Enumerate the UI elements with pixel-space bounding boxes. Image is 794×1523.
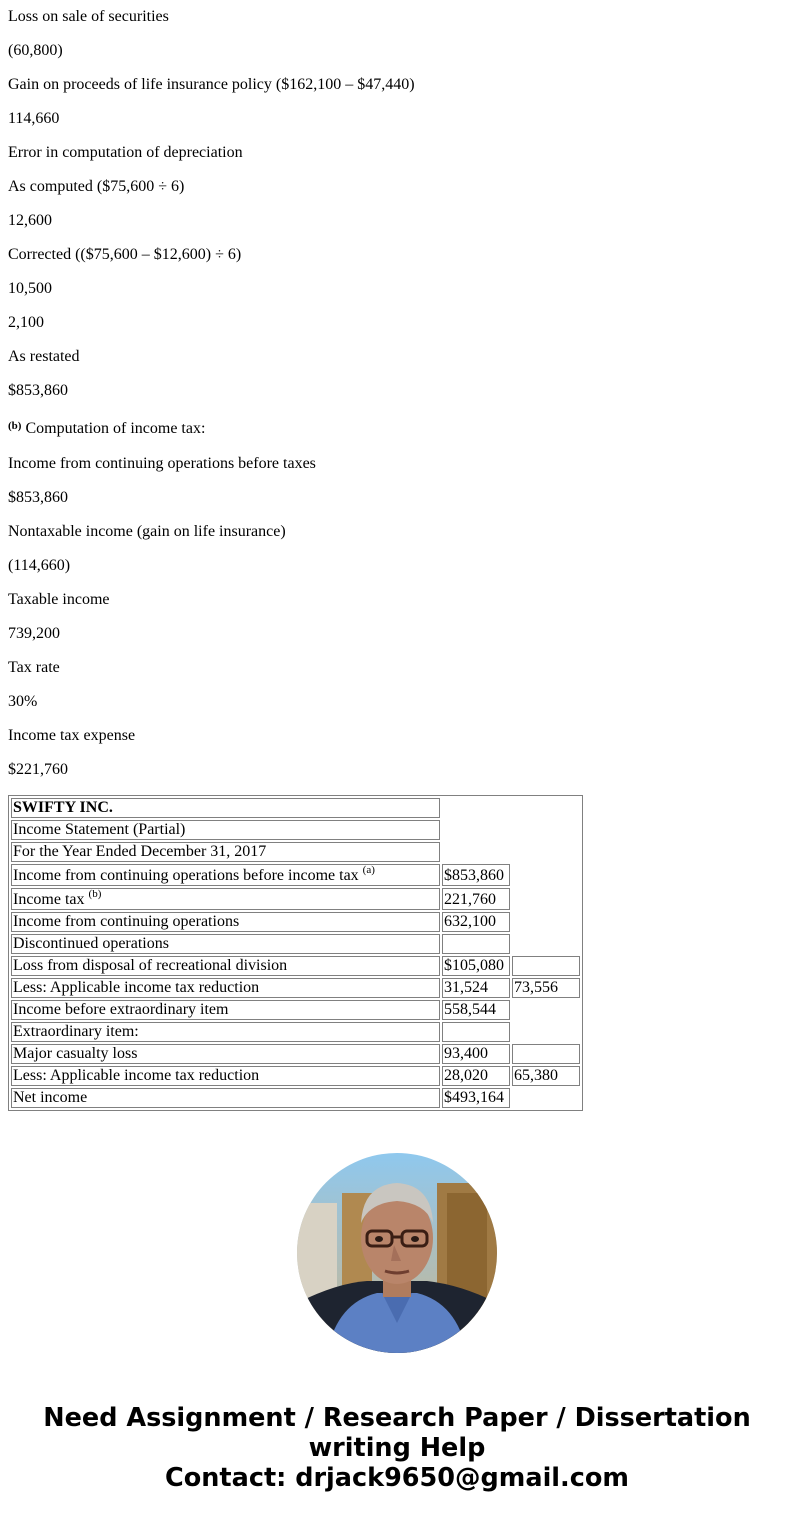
section-heading [8, 420, 205, 439]
text-line: As computed ($75,600 ÷ 6) [8, 178, 185, 195]
table-row [11, 956, 580, 976]
table-row [11, 978, 580, 998]
row-value [442, 934, 510, 954]
section-title: Computation of income tax: [25, 420, 206, 437]
table-row [11, 888, 580, 910]
footnote-marker: (b) [8, 420, 22, 432]
row-total [512, 1044, 580, 1064]
banner-line: Need Assignment / Research Paper / Dissertation [43, 1403, 751, 1433]
table-row [11, 934, 580, 954]
text-line: Taxable income [8, 591, 110, 608]
row-label: Net income [11, 1088, 440, 1108]
row-value: 93,400 [442, 1044, 510, 1064]
row-total [512, 956, 580, 976]
table-row [11, 1088, 580, 1108]
text-line: Error in computation of depreciation [8, 144, 243, 161]
text-line: 30% [8, 693, 38, 710]
row-value: 28,020 [442, 1066, 510, 1086]
text-line: 114,660 [8, 110, 60, 127]
row-label: Discontinued operations [11, 934, 440, 954]
row-label: Extraordinary item: [11, 1022, 440, 1042]
contact-banner [0, 1403, 794, 1493]
company-name: SWIFTY INC. [11, 798, 440, 818]
row-label: Less: Applicable income tax reduction [11, 978, 440, 998]
table-row [11, 1000, 580, 1020]
text-line: Nontaxable income (gain on life insurance) [8, 523, 286, 540]
text-line: (60,800) [8, 42, 63, 59]
row-value: 632,100 [442, 912, 510, 932]
table-row [11, 1022, 580, 1042]
row-label: Major casualty loss [11, 1044, 440, 1064]
income-statement-table [8, 795, 583, 1111]
row-label: Income from continuing operations [11, 912, 440, 932]
text-line: 2,100 [8, 314, 44, 331]
row-value [442, 1022, 510, 1042]
text-line: Income tax expense [8, 727, 136, 744]
table-row [11, 798, 580, 818]
table-row [11, 864, 580, 886]
author-photo [297, 1153, 497, 1353]
footnote-marker: (b) [88, 888, 102, 900]
row-total: 65,380 [512, 1066, 580, 1086]
text-line: Income from continuing operations before taxes [8, 455, 316, 472]
text-line: $221,760 [8, 761, 68, 778]
text-line: 12,600 [8, 212, 52, 229]
row-value: 558,544 [442, 1000, 510, 1020]
row-value: $105,080 [442, 956, 510, 976]
text-line: Loss on sale of securities [8, 8, 169, 25]
text-line: (114,660) [8, 557, 71, 574]
text-line: Tax rate [8, 659, 60, 676]
table-row [11, 842, 580, 862]
table-row [11, 912, 580, 932]
row-label: Loss from disposal of recreational division [11, 956, 440, 976]
row-label: Less: Applicable income tax reduction [11, 1066, 440, 1086]
text-line: $853,860 [8, 382, 68, 399]
text-line: 10,500 [8, 280, 52, 297]
statement-title: Income Statement (Partial) [11, 820, 440, 840]
table-row [11, 1044, 580, 1064]
row-value: 221,760 [442, 888, 510, 910]
row-value: $493,164 [442, 1088, 510, 1108]
contact-email: Contact: drjack9650@gmail.com [165, 1463, 629, 1493]
text-line: Corrected (($75,600 – $12,600) ÷ 6) [8, 246, 242, 263]
statement-period: For the Year Ended December 31, 2017 [11, 842, 440, 862]
row-label: Income before extraordinary item [11, 1000, 440, 1020]
row-label: Income from continuing operations before income tax $^{(a)}$ [11, 864, 440, 886]
row-value: $853,860 [442, 864, 510, 886]
banner-line: writing Help [308, 1433, 486, 1463]
row-value: 31,524 [442, 978, 510, 998]
text-line: 739,200 [8, 625, 60, 642]
person-photo-icon [297, 1153, 497, 1353]
table-row [11, 1066, 580, 1086]
text-line: $853,860 [8, 489, 68, 506]
text-line: As restated [8, 348, 80, 365]
row-label: Income tax $^{(b)}$ [11, 888, 440, 910]
table-row [11, 820, 580, 840]
footnote-marker: (a) [362, 864, 375, 876]
row-total: 73,556 [512, 978, 580, 998]
text-line: Gain on proceeds of life insurance policy ($162,100 – $47,440) [8, 76, 415, 93]
